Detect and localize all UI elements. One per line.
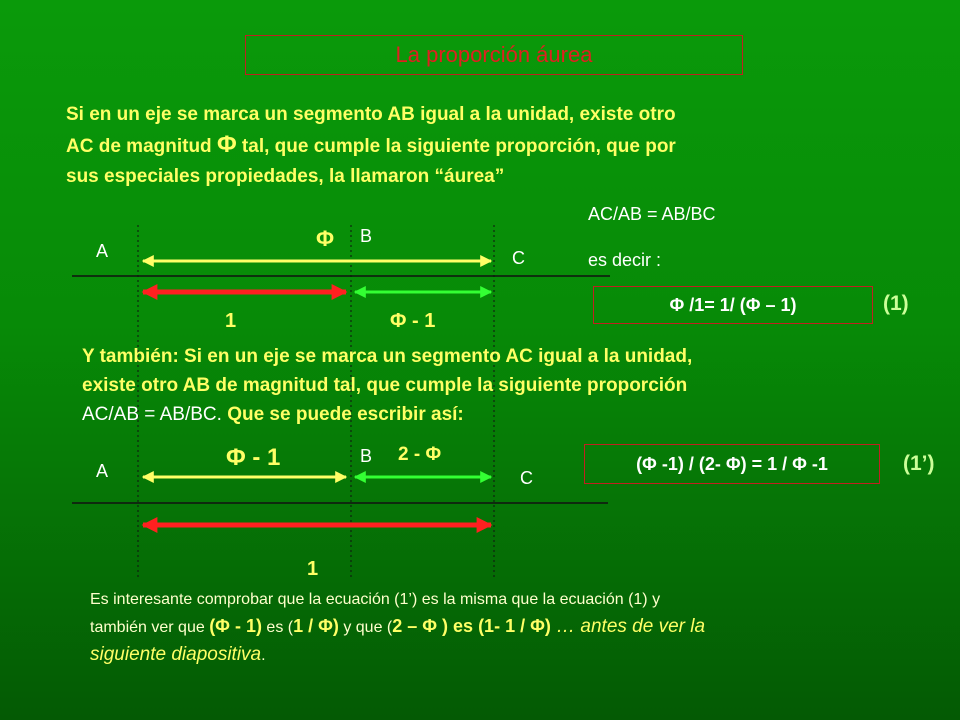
label-one: 1: [225, 310, 237, 332]
intro-phi: Φ: [216, 131, 237, 158]
second-line-3-end: Que se puede escribir así:: [221, 404, 464, 425]
note-t2: también ver que: [90, 619, 210, 636]
label-2-two-minus-phi: 2 - Φ: [398, 444, 442, 465]
equation-1-box: [593, 286, 873, 324]
note-t3: es (: [261, 619, 294, 636]
equation-1: Φ /1= 1/ (Φ – 1): [669, 294, 797, 315]
intro-line-2-end: tal, que cumple la siguiente proporción, que por: [236, 136, 676, 157]
note-line-1: Es interesante comprobar que la ecuación (1’) es la misma que la ecuación (1) y: [90, 591, 661, 608]
note-line-3: [90, 641, 705, 669]
intro-line-2-start: AC de magnitud: [66, 136, 217, 157]
point-c-2: C: [520, 468, 533, 488]
note-i1: … antes de ver la: [550, 616, 706, 637]
label-phi-minus-one: Φ - 1: [390, 310, 436, 332]
note-b3: 2 – Φ ) es (1- 1 / Φ): [392, 616, 551, 636]
equation-2: (Φ -1) / (2- Φ) = 1 / Φ -1: [636, 453, 828, 474]
second-line-2: existe otro AB de magnitud tal, que cumple la siguiente proporción: [82, 375, 688, 396]
equation-2-number: (1’): [903, 452, 935, 475]
second-ratio: AC/AB = AB/BC.: [82, 404, 222, 425]
point-a-1: A: [96, 241, 109, 261]
intro-line-1: Si en un eje se marca un segmento AB igual a la unidad, existe otro: [66, 104, 676, 125]
second-line-1: Y también: Si en un eje se marca un segmento AC igual a la unidad,: [82, 346, 693, 367]
slide-title: La proporción áurea: [395, 42, 593, 67]
intro-line-3: sus especiales propiedades, la llamaron “áurea”: [66, 166, 505, 187]
label-2-one: 1: [307, 558, 319, 580]
closing-note: [90, 586, 705, 669]
second-paragraph: [82, 342, 692, 429]
note-b1: (Φ - 1): [209, 616, 262, 636]
point-c-1: C: [512, 248, 525, 268]
point-b-1: B: [360, 226, 373, 246]
note-t5: .: [261, 647, 266, 664]
ratio-text: AC/AB = AB/BC: [588, 204, 716, 224]
note-t4: y que (: [338, 619, 393, 636]
note-b2: 1 / Φ): [293, 616, 339, 636]
point-b-2: B: [360, 446, 373, 466]
note-i2: siguiente diapositiva: [90, 644, 262, 665]
second-line-3: [82, 400, 692, 429]
equation-2-box: [584, 444, 880, 484]
label-2-phi-minus-one: Φ - 1: [226, 444, 281, 471]
note-line-2: [90, 613, 705, 641]
label-phi: Φ: [316, 226, 335, 251]
es-decir-text: es decir :: [588, 250, 662, 270]
point-a-2: A: [96, 461, 109, 481]
equation-1-number: (1): [883, 292, 909, 315]
